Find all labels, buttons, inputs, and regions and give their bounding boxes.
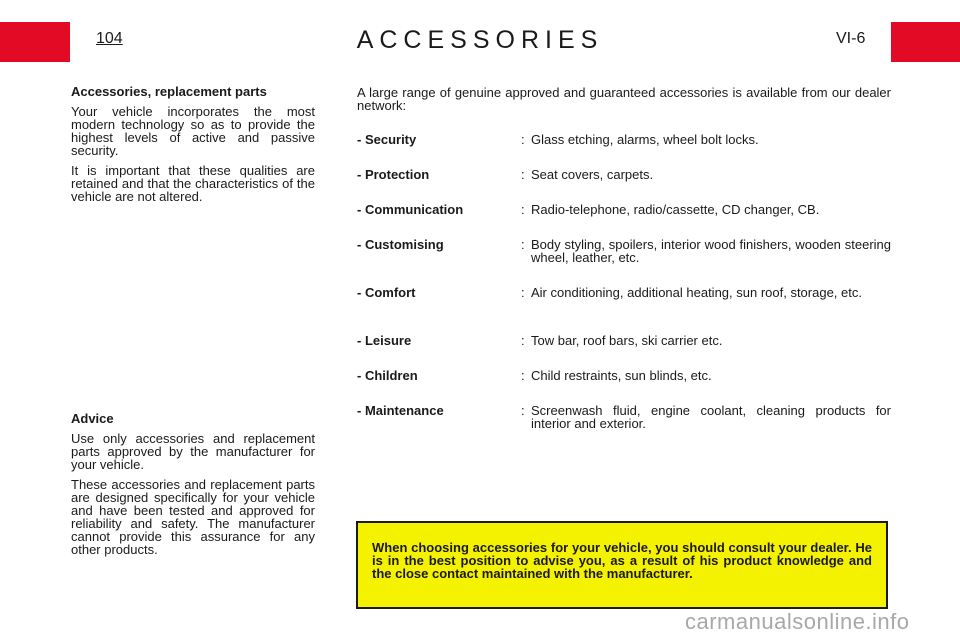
accessories-heading: Accessories, replacement parts xyxy=(71,84,267,99)
category-row-comfort xyxy=(357,286,891,299)
category-description: Body styling, spoilers, interior wood finishers, wooden steering wheel, leather, etc. xyxy=(531,237,891,265)
category-colon: : xyxy=(521,202,525,217)
category-row-communication xyxy=(357,203,891,216)
category-colon: : xyxy=(521,167,525,182)
advice-paragraph-2: These accessories and replacement parts are designed specifically for your vehicle and have been tested and approved for reliability and safety. The manufacturer cannot provide this assurance for any other products. xyxy=(71,477,315,557)
page-number[interactable]: 104 xyxy=(96,30,123,47)
category-name: - Protection xyxy=(357,167,430,182)
category-description: Child restraints, sun blinds, etc. xyxy=(531,368,712,383)
category-name: - Security xyxy=(357,132,417,147)
dealer-notice-box xyxy=(356,521,888,609)
category-name: - Comfort xyxy=(357,285,416,300)
section-number: VI-6 xyxy=(836,30,866,47)
category-description: Tow bar, roof bars, ski carrier etc. xyxy=(531,333,723,348)
category-name: - Communication xyxy=(357,202,464,217)
intro-paragraph: A large range of genuine approved and guaranteed accessories is available from our dealer network: xyxy=(357,85,891,113)
page-title: ACCESSORIES xyxy=(356,26,604,54)
category-colon: : xyxy=(521,403,525,418)
category-description: Radio-telephone, radio/cassette, CD changer, CB. xyxy=(531,202,820,217)
category-row-protection xyxy=(357,168,891,181)
left-column-advice xyxy=(71,412,315,563)
category-name: - Customising xyxy=(357,237,444,252)
category-description: Screenwash fluid, engine coolant, cleaning products for interior and exterior. xyxy=(531,403,891,431)
left-column-intro xyxy=(71,85,315,210)
category-name: - Children xyxy=(357,368,418,383)
watermark: carmanualsonline.info xyxy=(685,609,910,634)
advice-paragraph-1: Use only accessories and replacement parts approved by the manufacturer for your vehicle. xyxy=(71,431,315,472)
advice-heading: Advice xyxy=(71,411,114,426)
security-paragraph: Your vehicle incorporates the most modern technology so as to provide the highest levels of active and passive security. xyxy=(71,104,315,158)
category-colon: : xyxy=(521,368,525,383)
category-description: Air conditioning, additional heating, sun roof, storage, etc. xyxy=(531,285,862,300)
dealer-notice-text: When choosing accessories for your vehicle, you should consult your dealer. He is in the best position to advise you, as a result of his product knowledge and the close contact maintained with the manufacturer. xyxy=(372,540,872,581)
category-colon: : xyxy=(521,333,525,348)
category-row-maintenance xyxy=(357,404,891,430)
category-row-customising xyxy=(357,238,891,264)
category-name: - Leisure xyxy=(357,333,412,348)
category-name: - Maintenance xyxy=(357,403,444,418)
category-description: Seat covers, carpets. xyxy=(531,167,654,182)
category-colon: : xyxy=(521,285,525,300)
category-row-security xyxy=(357,133,891,146)
category-description: Glass etching, alarms, wheel bolt locks. xyxy=(531,132,759,147)
category-colon: : xyxy=(521,237,525,252)
category-row-leisure xyxy=(357,334,891,347)
qualities-paragraph: It is important that these qualities are retained and that the characteristics of the vehicle are not altered. xyxy=(71,163,315,204)
category-row-children xyxy=(357,369,891,382)
category-colon: : xyxy=(521,132,525,147)
